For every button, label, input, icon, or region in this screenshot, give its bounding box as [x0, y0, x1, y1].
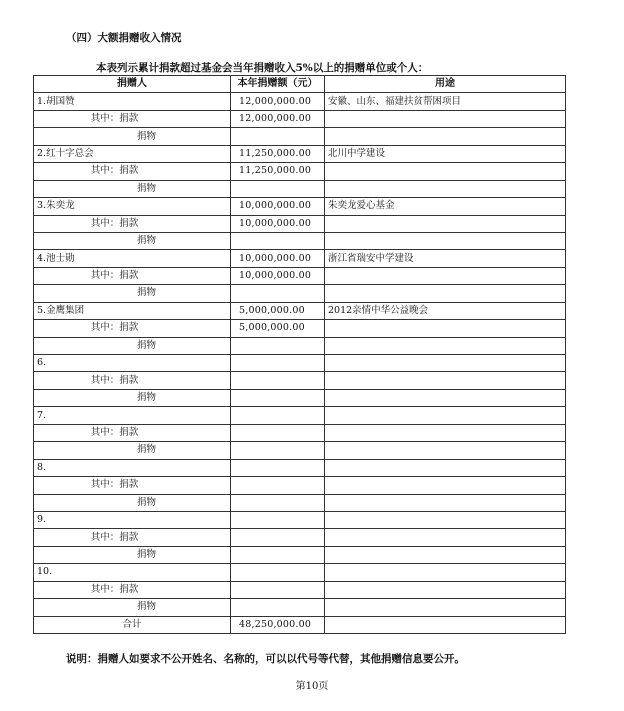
donor-name: 2.红十字总会 — [34, 145, 231, 162]
section-title: （四）大额捐赠收入情况 — [66, 32, 182, 44]
cash-purpose — [325, 163, 566, 180]
donor-goods-row — [34, 128, 566, 145]
goods-label: 捐物 — [34, 180, 231, 197]
donor-cash-row — [34, 215, 566, 232]
donor-cash-row — [34, 581, 566, 598]
goods-label: 捐物 — [34, 389, 231, 406]
donor-goods-row — [34, 494, 566, 511]
donor-amount: 11,250,000.00 — [231, 145, 325, 162]
cash-amount: 5,000,000.00 — [231, 320, 325, 337]
goods-amount — [231, 599, 325, 616]
cash-amount: 10,000,000.00 — [231, 267, 325, 284]
header-purpose: 用途 — [325, 76, 566, 93]
cash-label: 其中：捐款 — [34, 581, 231, 598]
cash-label: 其中：捐款 — [34, 267, 231, 284]
goods-purpose — [325, 389, 566, 406]
cash-purpose — [325, 267, 566, 284]
cash-amount: 12,000,000.00 — [231, 110, 325, 127]
cash-purpose — [325, 424, 566, 441]
goods-purpose — [325, 180, 566, 197]
table-intro: 本表列示累计捐款超过基金会当年捐赠收入5%以上的捐赠单位或个人： — [96, 62, 429, 74]
donor-cash-row — [34, 267, 566, 284]
cash-label: 其中：捐款 — [34, 477, 231, 494]
cash-amount: 10,000,000.00 — [231, 215, 325, 232]
donor-purpose — [325, 355, 566, 372]
donor-purpose — [325, 407, 566, 424]
total-label: 合计 — [34, 616, 231, 633]
donor-name: 3.朱奕龙 — [34, 198, 231, 215]
donor-purpose — [325, 511, 566, 528]
goods-purpose — [325, 442, 566, 459]
donor-amount: 10,000,000.00 — [231, 250, 325, 267]
goods-purpose — [325, 494, 566, 511]
cash-label: 其中：捐款 — [34, 372, 231, 389]
donor-amount: 12,000,000.00 — [231, 93, 325, 110]
donor-goods-row — [34, 232, 566, 249]
donor-amount — [231, 511, 325, 528]
cash-purpose — [325, 477, 566, 494]
cash-label: 其中：捐款 — [34, 320, 231, 337]
goods-purpose — [325, 337, 566, 354]
donor-purpose — [325, 459, 566, 476]
cash-purpose — [325, 372, 566, 389]
donor-row — [34, 250, 566, 267]
goods-amount — [231, 442, 325, 459]
goods-amount — [231, 232, 325, 249]
total-amount: 48,250,000.00 — [231, 616, 325, 633]
goods-label: 捐物 — [34, 546, 231, 563]
donor-rows — [34, 93, 566, 616]
donor-row — [34, 407, 566, 424]
donor-amount — [231, 355, 325, 372]
goods-label: 捐物 — [34, 232, 231, 249]
total-row — [34, 616, 566, 633]
goods-purpose — [325, 546, 566, 563]
cash-label: 其中：捐款 — [34, 110, 231, 127]
donor-goods-row — [34, 546, 566, 563]
donor-name: 1.胡国赞 — [34, 93, 231, 110]
donor-cash-row — [34, 477, 566, 494]
goods-amount — [231, 180, 325, 197]
cash-label: 其中：捐款 — [34, 163, 231, 180]
donor-goods-row — [34, 285, 566, 302]
goods-amount — [231, 128, 325, 145]
donor-amount — [231, 459, 325, 476]
donor-row — [34, 355, 566, 372]
goods-purpose — [325, 128, 566, 145]
donation-table — [33, 75, 566, 634]
donor-goods-row — [34, 442, 566, 459]
cash-purpose — [325, 110, 566, 127]
donor-purpose — [325, 564, 566, 581]
table-header-row — [34, 76, 566, 93]
cash-amount — [231, 424, 325, 441]
donor-name: 10. — [34, 564, 231, 581]
donor-row — [34, 145, 566, 162]
cash-amount — [231, 581, 325, 598]
donor-name: 6. — [34, 355, 231, 372]
header-amount: 本年捐赠额（元） — [231, 76, 325, 93]
donor-purpose: 朱奕龙爱心基金 — [325, 198, 566, 215]
donor-name: 5.金鹰集团 — [34, 302, 231, 319]
donor-row — [34, 198, 566, 215]
donor-purpose: 浙江省瑞安中学建设 — [325, 250, 566, 267]
donor-goods-row — [34, 337, 566, 354]
donor-amount: 5,000,000.00 — [231, 302, 325, 319]
cash-amount — [231, 372, 325, 389]
total-purpose — [325, 616, 566, 633]
donor-row — [34, 511, 566, 528]
donor-name: 7. — [34, 407, 231, 424]
donor-cash-row — [34, 320, 566, 337]
donor-name: 4.池士勋 — [34, 250, 231, 267]
goods-label: 捐物 — [34, 337, 231, 354]
goods-purpose — [325, 599, 566, 616]
donor-name: 9. — [34, 511, 231, 528]
goods-purpose — [325, 285, 566, 302]
donor-cash-row — [34, 529, 566, 546]
header-donor: 捐赠人 — [34, 76, 231, 93]
donor-amount — [231, 407, 325, 424]
donor-purpose: 2012亲情中华公益晚会 — [325, 302, 566, 319]
cash-purpose — [325, 529, 566, 546]
cash-purpose — [325, 320, 566, 337]
goods-label: 捐物 — [34, 442, 231, 459]
goods-label: 捐物 — [34, 494, 231, 511]
cash-label: 其中：捐款 — [34, 529, 231, 546]
donor-purpose: 北川中学建设 — [325, 145, 566, 162]
goods-amount — [231, 285, 325, 302]
donor-amount: 10,000,000.00 — [231, 198, 325, 215]
donor-goods-row — [34, 599, 566, 616]
goods-purpose — [325, 232, 566, 249]
donor-cash-row — [34, 424, 566, 441]
donor-row — [34, 93, 566, 110]
goods-amount — [231, 337, 325, 354]
cash-purpose — [325, 581, 566, 598]
cash-amount: 11,250,000.00 — [231, 163, 325, 180]
cash-amount — [231, 529, 325, 546]
donor-name: 8. — [34, 459, 231, 476]
donor-cash-row — [34, 163, 566, 180]
cash-purpose — [325, 215, 566, 232]
goods-label: 捐物 — [34, 285, 231, 302]
goods-label: 捐物 — [34, 128, 231, 145]
donor-amount — [231, 564, 325, 581]
cash-label: 其中：捐款 — [34, 424, 231, 441]
goods-amount — [231, 389, 325, 406]
goods-amount — [231, 494, 325, 511]
donor-row — [34, 459, 566, 476]
cash-amount — [231, 477, 325, 494]
donor-purpose: 安徽、山东、福建扶贫帮困项目 — [325, 93, 566, 110]
donor-goods-row — [34, 180, 566, 197]
donor-row — [34, 302, 566, 319]
goods-amount — [231, 546, 325, 563]
donor-row — [34, 564, 566, 581]
donor-cash-row — [34, 110, 566, 127]
footnote: 说明：捐赠人如要求不公开姓名、名称的，可以以代号等代替，其他捐赠信息要公开。 — [66, 653, 465, 665]
goods-label: 捐物 — [34, 599, 231, 616]
donor-goods-row — [34, 389, 566, 406]
page-number: 第10页 — [295, 681, 329, 692]
donor-cash-row — [34, 372, 566, 389]
cash-label: 其中：捐款 — [34, 215, 231, 232]
